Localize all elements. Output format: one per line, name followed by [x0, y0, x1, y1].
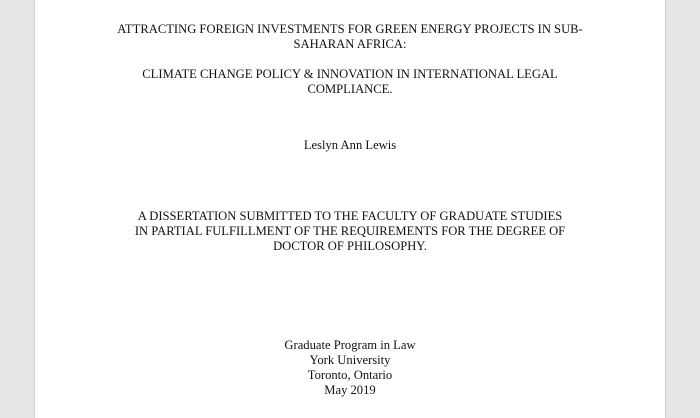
submission-line: A DISSERTATION SUBMITTED TO THE FACULTY OF GRADUATE STUDIES: [137, 209, 563, 223]
title-line: ATTRACTING FOREIGN INVESTMENTS FOR GREEN ENERGY PROJECTS IN SUB-: [117, 22, 583, 36]
dissertation-title: [35, 22, 665, 52]
document-page: [34, 0, 666, 418]
university-name: York University: [309, 353, 391, 367]
subtitle-line: COMPLIANCE.: [307, 82, 393, 96]
submission-line: DOCTOR OF PHILOSOPHY.: [273, 239, 427, 253]
submission-line: IN PARTIAL FULFILLMENT OF THE REQUIREMENTS FOR THE DEGREE OF: [134, 224, 566, 238]
subtitle-line: CLIMATE CHANGE POLICY & INNOVATION IN INTERNATIONAL LEGAL: [142, 67, 558, 81]
title-line: SAHARAN AFRICA:: [293, 37, 407, 51]
author-name: [35, 138, 665, 153]
author-line: Leslyn Ann Lewis: [303, 138, 397, 152]
program-name: Graduate Program in Law: [284, 338, 416, 352]
location: Toronto, Ontario: [307, 368, 393, 382]
submission-statement: [35, 209, 665, 254]
dissertation-subtitle: [35, 67, 665, 97]
date: May 2019: [324, 383, 376, 397]
program-details: [35, 338, 665, 398]
